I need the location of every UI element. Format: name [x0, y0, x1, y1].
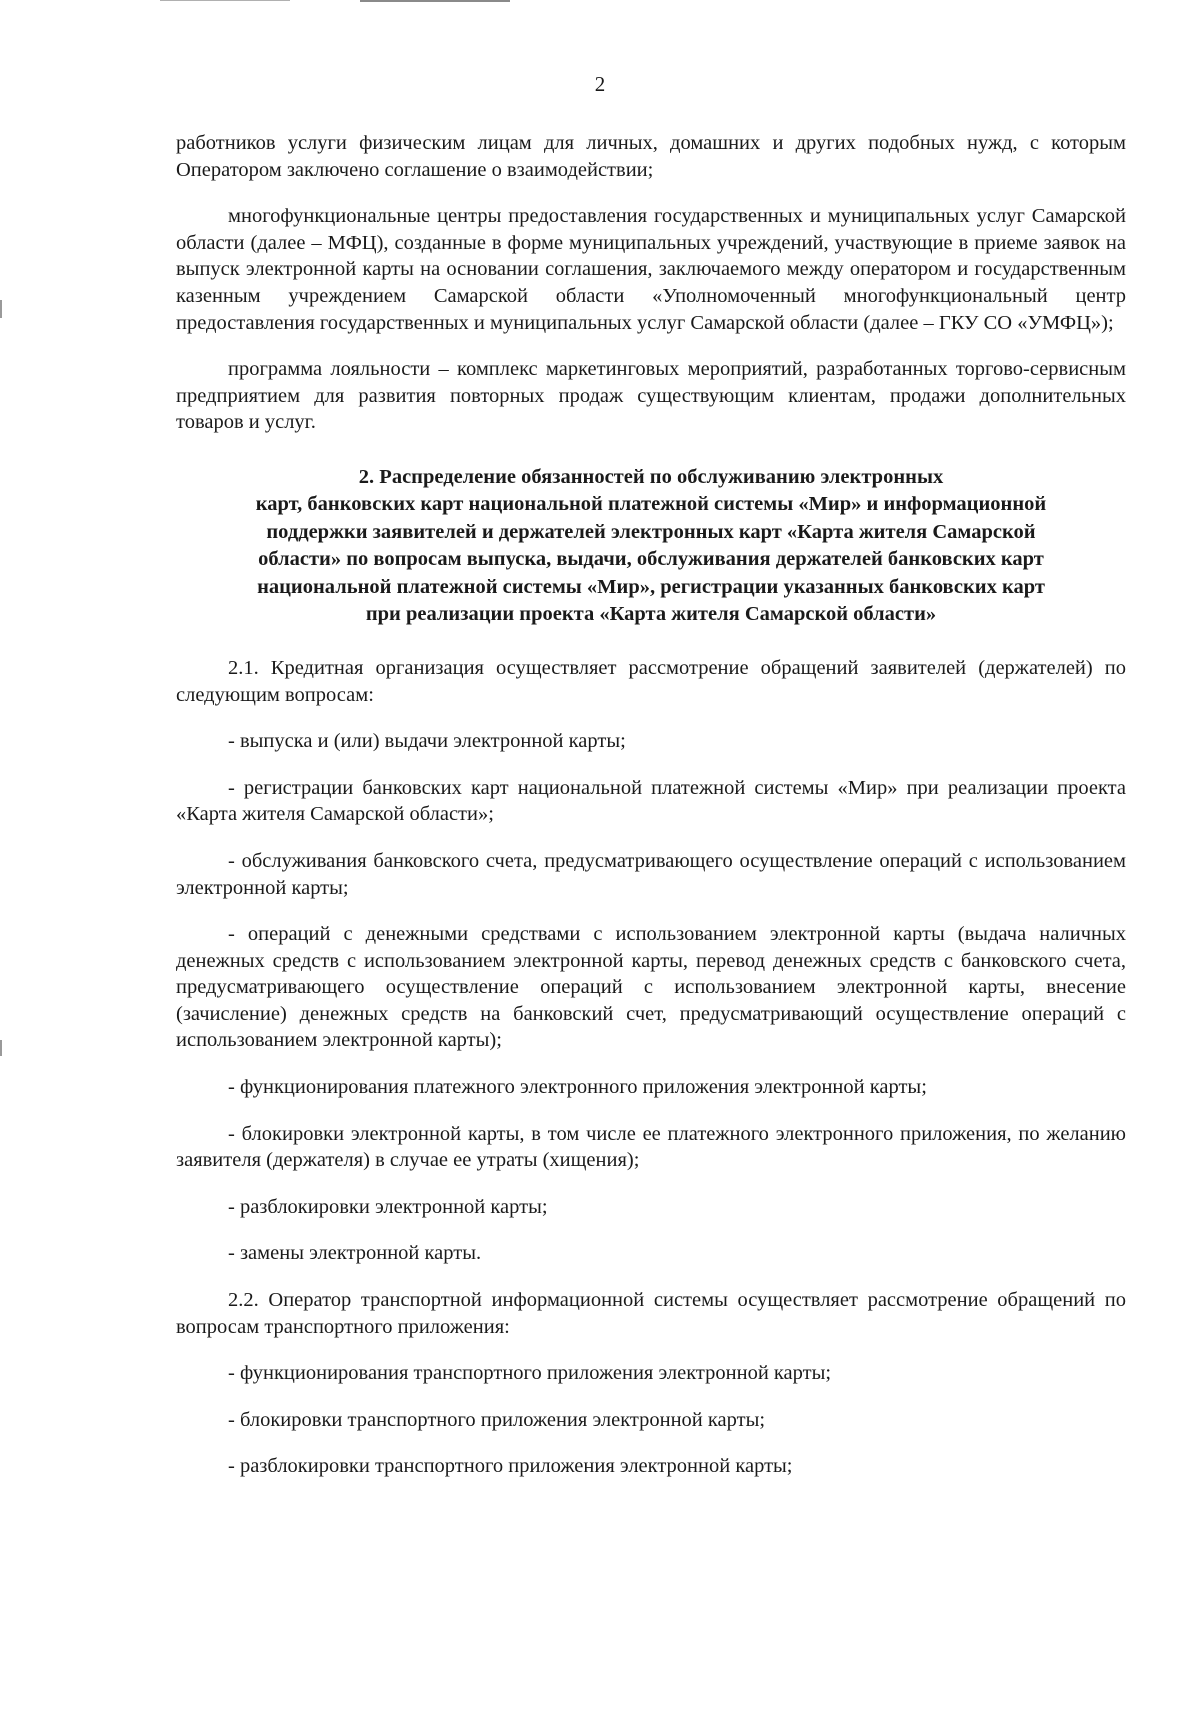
list-item: - разблокировки электронной карты; — [228, 1195, 548, 1218]
list-item: - блокировки транспортного приложения электронной карты; — [228, 1408, 766, 1431]
section-heading-line: поддержки заявителей и держателей электронных карт «Карта жителя Самарской — [266, 520, 1036, 543]
list-item: - обслуживания банковского счета, предусматривающего осуществление операций с использованием электронной карты; — [176, 849, 1126, 899]
section-heading-line: при реализации проекта «Карта жителя Самарской области» — [365, 603, 937, 626]
scan-artifact — [0, 1040, 2, 1056]
list-item: - регистрации банковских карт национальной платежной системы «Мир» при реализации проекта «Карта жителя Самарской области»; — [176, 776, 1126, 826]
section-heading-line: области» по вопросам выпуска, выдачи, обслуживания держателей банковских карт — [258, 548, 1044, 571]
page-number: 2 — [594, 72, 606, 96]
list-item: - выпуска и (или) выдачи электронной карты; — [228, 730, 626, 753]
list-item: - блокировки электронной карты, в том числе ее платежного электронного приложения, по желанию заявителя (держателя) в случае ее утраты (хищения); — [176, 1122, 1126, 1172]
paragraph-loyalty-definition: программа лояльности – комплекс маркетинговых мероприятий, разработанных торгово-сервисным предприятием для развития повторных продаж существующим клиентам, продажи дополнительных товаров и услуг. — [176, 358, 1126, 434]
list-item: - операций с денежными средствами с использованием электронной карты (выдача наличных денежных средств с использованием электронной карты, перевод денежных средств с банковского счета, предусматривающего осуществление операций с использованием электронной карты, внесение (зачисление) денежных средств на банковский счет, предусматривающий осуществление операций с использованием электронной карты); — [176, 923, 1126, 1052]
section-heading — [176, 464, 1126, 629]
scan-artifact — [360, 0, 510, 2]
section-heading-line: карт, банковских карт национальной платежной системы «Мир» и информационной — [255, 493, 1047, 516]
document-body — [176, 130, 1126, 1480]
clause-2-1: 2.1. Кредитная организация осуществляет рассмотрение обращений заявителей (держателей) по следующим вопросам: — [176, 656, 1126, 706]
section-heading-line: 2. Распределение обязанностей по обслуживанию электронных — [358, 465, 944, 488]
scan-artifact — [160, 0, 290, 1]
paragraph-continuation: работников услуги физическим лицам для личных, домашних и других подобных нужд, с которым Оператором заключено соглашение о взаимодействии; — [176, 132, 1126, 181]
clause-2-2: 2.2. Оператор транспортной информационной системы осуществляет рассмотрение обращений по вопросам транспортного приложения: — [176, 1289, 1126, 1338]
list-item: - разблокировки транспортного приложения электронной карты; — [228, 1455, 793, 1478]
section-heading-line: национальной платежной системы «Мир», регистрации указанных банковских карт — [257, 575, 1045, 598]
list-item: - замены электронной карты. — [228, 1242, 482, 1265]
scan-artifact — [0, 300, 2, 318]
list-item: - функционирования платежного электронного приложения электронной карты; — [228, 1076, 927, 1099]
paragraph-mfc-definition: многофункциональные центры предоставления государственных и муниципальных услуг Самарской области (далее – МФЦ), созданные в форме муниципальных учреждений, участвующие в приеме заявок на выпуск электронной карты на основании соглашения, заключаемого между оператором и государственным казенным учреждением Самарской области «Уполномоченный многофункциональный центр предоставления государственных и муниципальных услуг Самарской области (далее – ГКУ СО «УМФЦ»); — [176, 205, 1126, 334]
list-item: - функционирования транспортного приложения электронной карты; — [228, 1362, 832, 1385]
